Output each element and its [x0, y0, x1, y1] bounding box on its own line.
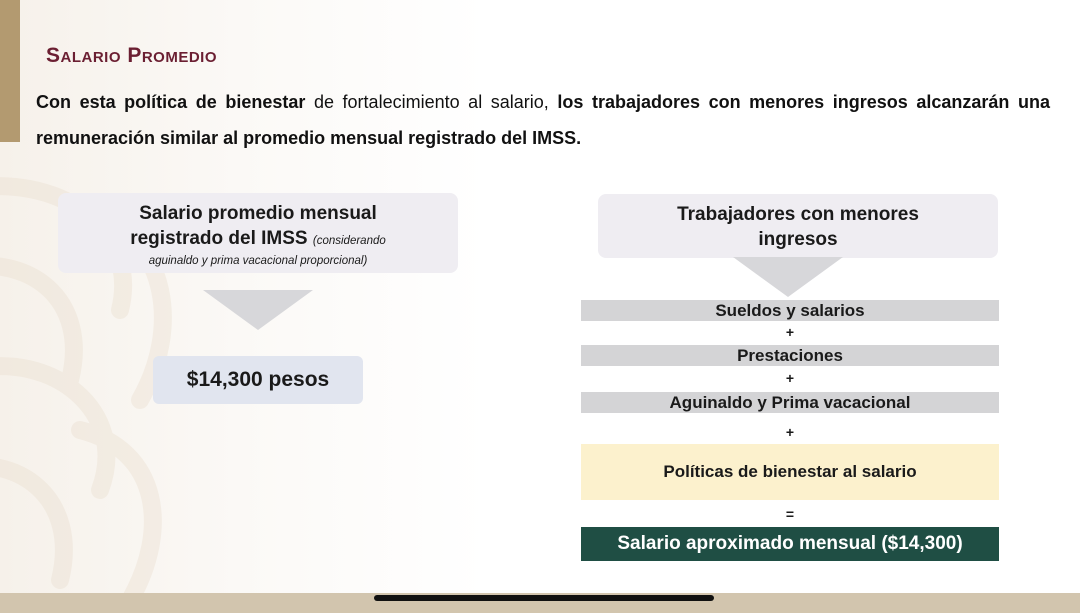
plus-operator: + — [785, 424, 795, 440]
low-income-heading-line1: Trabajadores con menores — [677, 204, 919, 225]
component-bonus: Aguinaldo y Prima vacacional — [581, 392, 999, 413]
arrow-down-icon — [203, 290, 313, 330]
accent-bar — [0, 0, 20, 142]
intro-paragraph — [36, 84, 1050, 156]
plus-operator: + — [785, 370, 795, 386]
imss-heading-line1: Salario promedio mensual — [139, 203, 377, 224]
amount-badge: $14,300 pesos — [153, 356, 363, 404]
imss-average-card — [58, 193, 458, 273]
intro-bold-1: Con esta política de bienestar — [36, 92, 306, 112]
plus-operator: + — [785, 324, 795, 340]
home-indicator[interactable] — [374, 595, 714, 601]
equals-operator: = — [785, 506, 795, 522]
low-income-card — [598, 194, 998, 258]
low-income-heading-line2: ingresos — [758, 229, 838, 250]
component-wages: Sueldos y salarios — [581, 300, 999, 321]
imss-heading-line2: registrado del IMSS — [130, 228, 308, 249]
result-total: Salario aproximado mensual ($14,300) — [581, 527, 999, 561]
component-benefits: Prestaciones — [581, 345, 999, 366]
intro-regular: de fortalecimiento al salario, — [305, 92, 558, 112]
component-welfare-policies: Políticas de bienestar al salario — [581, 444, 999, 500]
page-title: Salario Promedio — [46, 44, 218, 67]
arrow-down-icon — [733, 257, 843, 297]
imss-note-inline: (considerando — [312, 235, 386, 247]
imss-note-line2: aguinaldo y prima vacacional proporcional) — [148, 255, 368, 267]
intro-bold-2: los trabajadores con menores ingresos alcanzarán una remuneración similar al promedio mensual registrado del IMSS. — [36, 92, 1050, 148]
